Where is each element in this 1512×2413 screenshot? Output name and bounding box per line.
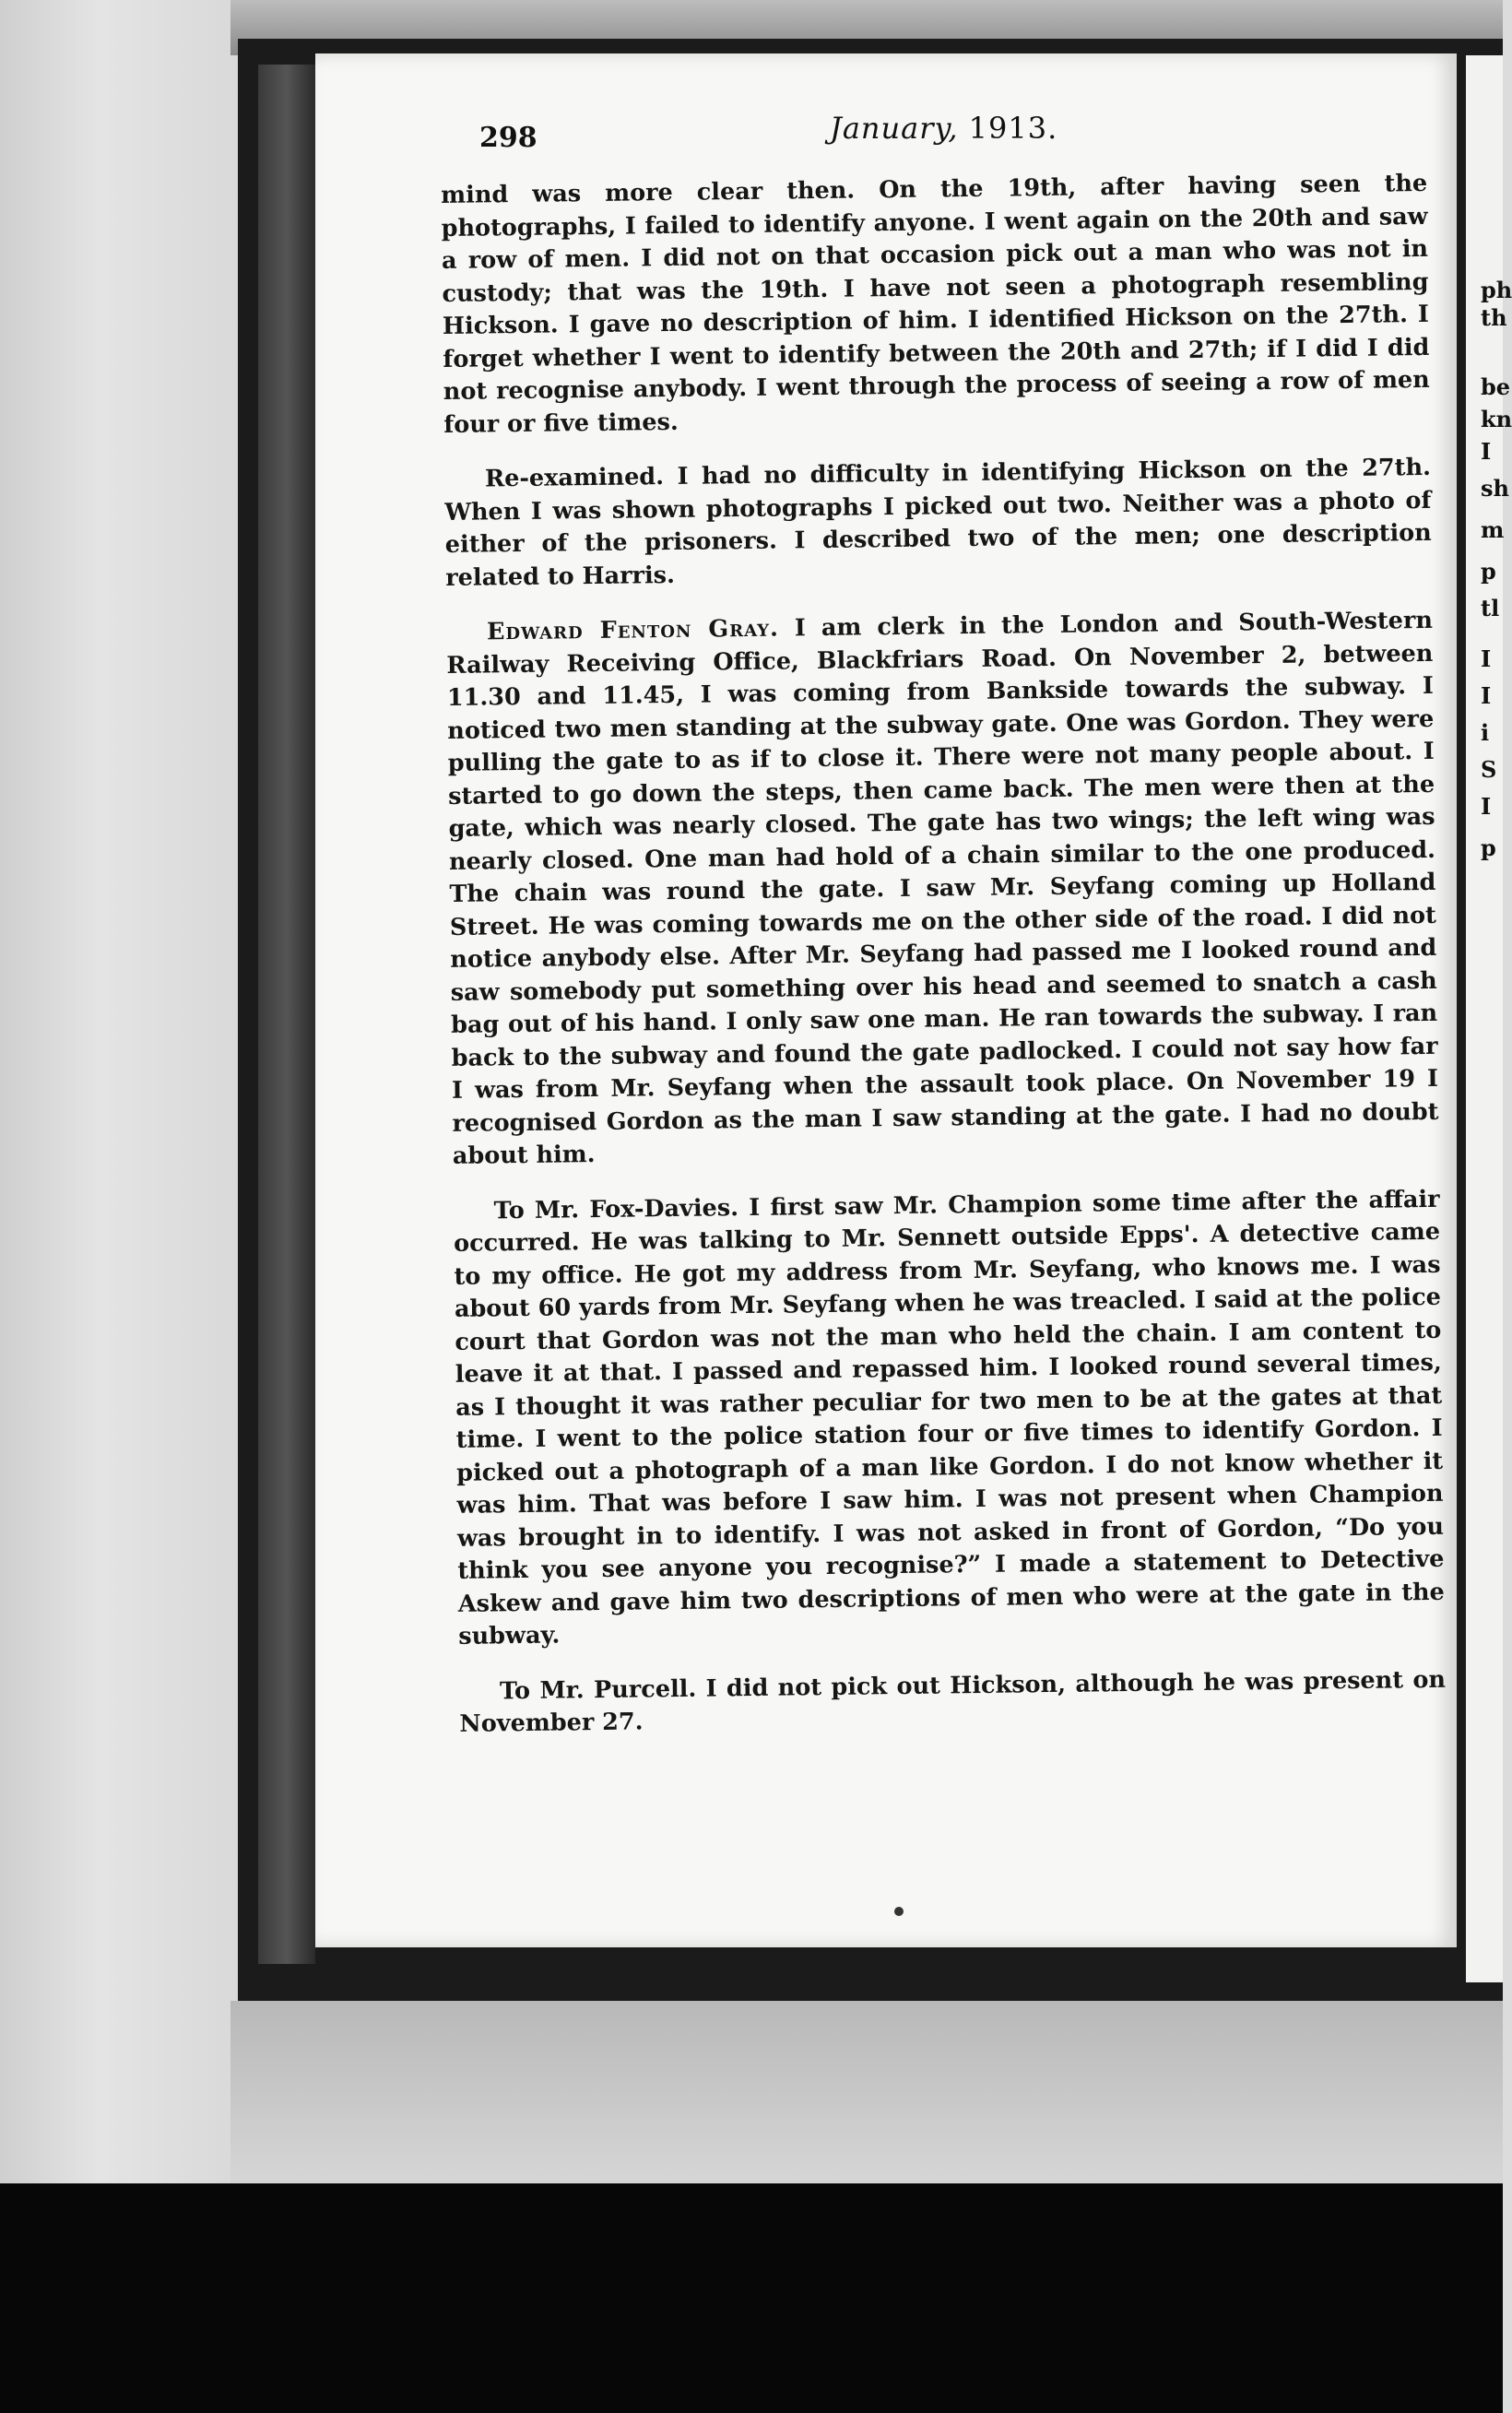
paragraph-gray-testimony (446, 605, 1439, 1174)
running-head (830, 111, 1057, 146)
facing-fragment: tl (1481, 595, 1500, 621)
book-edge (258, 65, 315, 1964)
scan-left-margin (0, 0, 249, 2185)
facing-fragment: m (1481, 516, 1505, 543)
facing-fragment: be (1481, 373, 1511, 400)
facing-fragment: i (1481, 719, 1490, 746)
paragraph-re-examined: Re-examined. I had no difficulty in identifying Hickson on the 27th. When I was shown photographs I picked out two. Neither was a photo of either of the prisoners. I described two of the men; one description related to Harris. (444, 453, 1432, 592)
facing-fragment: kn (1481, 406, 1512, 432)
paragraph-cross-exam-continued: mind was more clear then. On the 19th, after having seen the photographs, I failed to identify anyone. I went again on the 20th and saw a row of men. I did not on that occasion pick out a man who was not in custody; that was the 19th. I have not seen a photograph resembling Hickson. I gave no description of him. I identified Hickson on the 27th. I forget whether I went to identify between the 20th and 27th; if I did I did not recognise anybody. I went through the process of seeing a row of men four or five times. (441, 169, 1430, 439)
testimony-text: I am clerk in the London and South-Western Railway Receiving Office, Blackfriars Road. On November 2, between 11.30 and 11.45, I was coming from Bankside towards the subway. I noticed two men standing at the subway gate. One was Gordon. They were pulling the gate to as if to close it. There were not many people about. I started to go down the steps, then came back. The men were then at the gate, which was nearly closed. The gate has two wings; the left wing was nearly closed. One man had hold of a chain similar to the one produced. The chain was round the gate. I saw Mr. Seyfang coming up Holland Street. He was coming towards me on the other side of the road. I did not notice anybody else. After Mr. Seyfang had passed me I looked round and saw somebody put something over his head and seemed to snatch a cash bag out of his hand. I only saw one man. He ran towards the subway. I ran back to the subway and found the gate padlocked. I could not say how far I was from Mr. Seyfang when the assault took place. On November 19 I recognised Gordon as the man I saw standing at the gate. I had no doubt about him. (446, 606, 1439, 1170)
ink-speck (894, 1907, 904, 1916)
facing-fragment: p (1481, 834, 1496, 861)
facing-fragment: I (1481, 438, 1492, 465)
facing-fragment: sh (1481, 475, 1509, 502)
facing-fragment: ph (1481, 277, 1512, 303)
paragraph-purcell: To Mr. Purcell. I did not pick out Hickson, although he was present on November 27. (459, 1665, 1447, 1738)
facing-page-edge (1466, 55, 1512, 1982)
facing-fragment: S (1481, 756, 1497, 783)
paragraph-fox-davies: To Mr. Fox-Davies. I first saw Mr. Champion some time after the affair occurred. He was talking to Mr. Sennett outside Epps'. A detective came to my office. He got my address from Mr. Seyfang, who knows me. I was about 60 yards from Mr. Seyfang when he was treacled. I said at the police court that Gordon was not the man who held the chain. I am content to leave it at that. I passed and repassed him. I looked round several times, as I thought it was rather peculiar for two men to be at the gates at that time. I went to the police station four or five times to identify Gordon. I picked out a photograph of a man like Gordon. I do not know whether it was him. That was before I saw him. I was not present when Champion was brought in to identify. I was not asked in front of Gordon, “Do you think you see anyone you recognise?” I made a statement to Detective Askew and gave him two descriptions of men who were at the gate in the subway. (453, 1185, 1445, 1650)
facing-fragment: p (1481, 558, 1496, 585)
page-number: 298 (479, 122, 537, 154)
facing-fragment: I (1481, 793, 1492, 820)
facing-fragment: th (1481, 304, 1507, 331)
scan-below-book (230, 2001, 1503, 2185)
facing-fragment: I (1481, 645, 1492, 672)
running-head-month: January, (830, 111, 959, 146)
speaker-name: Edward Fenton Gray. (486, 614, 780, 646)
facing-fragment: I (1481, 682, 1492, 709)
page-body (441, 168, 1447, 1763)
page-header (479, 111, 1125, 166)
running-head-year: 1913. (968, 111, 1058, 146)
scan-bottom-shadow (0, 2183, 1503, 2413)
